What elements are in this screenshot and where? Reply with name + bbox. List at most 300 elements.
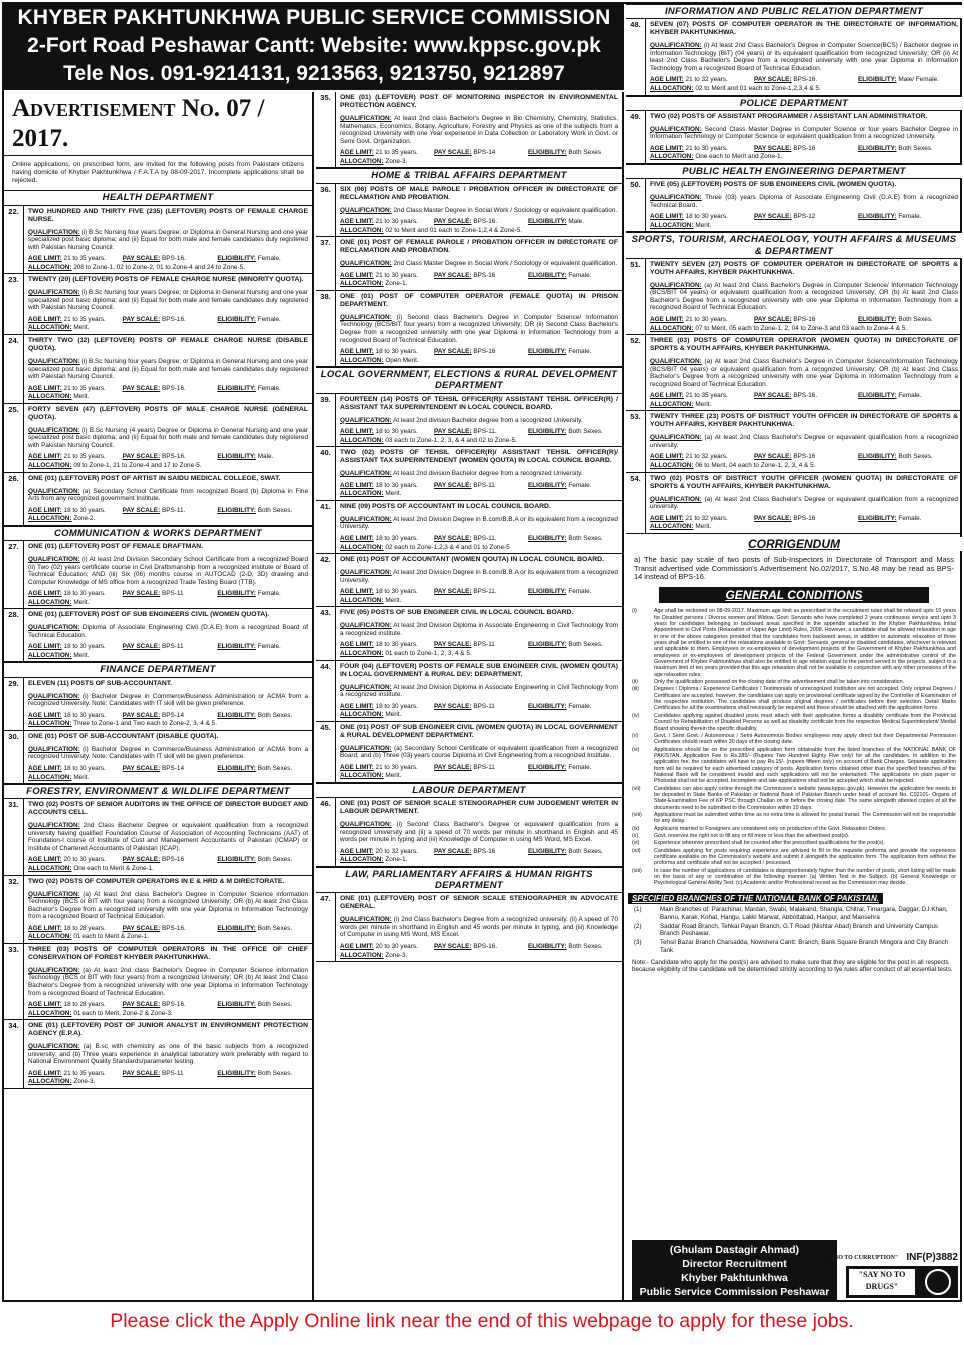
- pay-scale-value: BPS-12: [793, 213, 816, 221]
- phone-numbers: Tele Nos. 091-9214131, 9213563, 9213750, 9212897: [63, 62, 565, 85]
- pay-scale-value: BPS-11: [161, 1069, 184, 1077]
- pay-scale-value: BPS-11: [473, 763, 495, 771]
- qualification-label: QUALIFICATION:: [28, 966, 80, 974]
- pay-scale-value: BPS-16.: [161, 453, 186, 461]
- post-terms: [340, 703, 618, 711]
- qualification-text: At least 2nd Division Degree in B.com/B.B.A or its equivalent from a recognized University.: [340, 569, 618, 584]
- job-post: [4, 206, 312, 275]
- job-post: [316, 607, 622, 660]
- qualification-text: At least 2nd Division Diploma in Associate Engineering in Civil Technology from a recognized institute.: [340, 622, 618, 637]
- address-website: 2-Fort Road Peshawar Cantt: Website: www.kppsc.gov.pk: [27, 34, 601, 57]
- post-body: [336, 893, 622, 961]
- post-body: [336, 237, 622, 290]
- age-limit: [340, 428, 430, 436]
- eligibility-value: Both Sexes.: [257, 1069, 293, 1077]
- post-title: ONE (01) (LEFTOVER) POST OF JUNIOR ANALYST IN ENVIRONMENT PROTECTION AGENCY (E.P.A).: [28, 1022, 308, 1038]
- eligibility: [217, 925, 308, 933]
- pay-scale-label: PAY SCALE:: [434, 702, 472, 710]
- age-limit-value: 18 to 30 years.: [63, 506, 106, 514]
- eligibility-value: Both Sexes.: [898, 315, 933, 323]
- qualification-text: At least 2nd class Bachelor's Degree in Bio Chemistry, Chemistry, Statistics, Mathematics, Economics, Botany, Agriculture, Forestry and Physics as one of the subjects from a recognized University with one Year experience in Data Collection or Laboratory Work in Govt. or Semi Govt. Organization.: [340, 115, 618, 145]
- pay-scale-value: BPS-16: [161, 856, 185, 864]
- allocation: [340, 544, 618, 552]
- qualification: [28, 693, 308, 708]
- advertisement-sheet: [2, 2, 962, 1302]
- post-terms: [340, 482, 618, 490]
- department-heading: HOME & TRIBAL AFFAIRS DEPARTMENT: [316, 168, 622, 183]
- allocation-label: ALLOCATION:: [28, 598, 72, 606]
- age-limit: [340, 703, 430, 711]
- post-terms: [340, 428, 618, 436]
- allocation-value: Merit.: [695, 221, 712, 229]
- pay-scale: [123, 1001, 214, 1009]
- post-body: [336, 501, 622, 553]
- allocation-label: ALLOCATION:: [650, 84, 694, 92]
- post-title: TWO (02) POSTS OF TEHSIL OFFICER(R)/ ASSISTANT TEHSIL OFFICER(R)/ ASSISTANT TAX SUPERINTENDENT (WOMEN QOUTA) IN LOCAL COUNCIL BOARD.: [340, 449, 618, 465]
- pay-scale: [123, 255, 214, 263]
- post-terms: [28, 385, 308, 393]
- post-body: [336, 394, 622, 447]
- allocation-label: ALLOCATION:: [28, 720, 72, 728]
- eligibility: [217, 1070, 308, 1078]
- qualification: [28, 624, 308, 639]
- eligibility: [528, 272, 618, 280]
- allocation-label: ALLOCATION:: [28, 1078, 72, 1086]
- qualification-label: QUALIFICATION:: [340, 569, 392, 577]
- age-limit: [28, 507, 119, 515]
- qualification: [340, 569, 618, 584]
- qualification-label: QUALIFICATION:: [28, 555, 80, 563]
- age-limit-label: AGE LIMIT:: [340, 588, 374, 596]
- post-terms: [340, 764, 618, 772]
- age-limit-value: 18 to 30 years.: [375, 481, 418, 489]
- post-body: [24, 335, 312, 403]
- condition-item-number: (ix): [632, 825, 640, 832]
- qualification-text: Diploma of Associate Engineering Civil (D.A.E) from a recognized Board of Technical Education.: [28, 624, 308, 639]
- allocation: [28, 865, 308, 873]
- condition-item-text: Applications should be on the prescribed application form obtainable from the listed branches of the NATIONAL BANK OF PAKISTAN. Application Fee is Rs.285/- (Rupees Two Hundred Eighty Five only) for all the candidates. In addition to the application fee, the candidates will have to pay Rs.15/- (rupees fifteen only) on account of Bank Charges. Separate application form will be required for each advertised category of posts. Application forms obtained other than the specified branches of the National Bank will be considered invalid and such applications will not be entertained. The applications on plain paper or Photostat shall not be accepted. Incomplete and late applications shall not be accepted which shall be rejected.: [654, 746, 956, 785]
- post-title: NINE (09) POSTS OF ACCOUNTANT IN LOCAL COUNCIL BOARD.: [340, 502, 551, 510]
- condition-item-number: (vii): [632, 785, 641, 792]
- age-limit-label: AGE LIMIT:: [28, 384, 62, 392]
- post-terms: [28, 507, 308, 515]
- post-number: 35.: [316, 92, 336, 167]
- allocation-label: ALLOCATION:: [28, 1009, 72, 1017]
- allocation-label: ALLOCATION:: [340, 356, 384, 364]
- commission-header: [4, 4, 624, 90]
- job-post: [316, 554, 622, 607]
- allocation-label: ALLOCATION:: [650, 221, 694, 229]
- pay-scale-label: PAY SCALE:: [754, 315, 792, 323]
- pay-scale: [754, 76, 854, 84]
- pay-scale: [123, 765, 214, 773]
- age-limit: [650, 76, 750, 84]
- post-terms: [28, 590, 308, 598]
- allocation: [28, 515, 308, 523]
- allocation: [650, 153, 958, 161]
- qualification-text: (a) At least 2nd class Bachelor's Degree in Computer Science information Technology (BCS or BIT with four years) from a recognized University; OR (b) At least 2nd Class Bachelor's Degree from a recognized university with one year Diploma in Information Technology from a recognized Board of Technical Education.: [28, 890, 308, 921]
- allocation: [340, 772, 618, 780]
- left-column: [4, 92, 314, 1302]
- age-limit-value: 18 to 30 years.: [63, 643, 106, 651]
- bank-branch-item: [634, 906, 954, 921]
- condition-item-text: Candidates applying for posts requiring experience are advised to fill in the requisite proforma and provide the experience certificate available on the Commission's website and submit it alongwith the application form. The application form without the proforma and certificate shall not be accepted / processed.: [654, 847, 956, 867]
- pay-scale-label: PAY SCALE:: [434, 348, 472, 356]
- bank-branch-item-text: Main Branches of: Parachinar, Mardan, Swabi, Malakand, Shangla, Chitral, Timargara, Daggar, D.I.Khan, Bannu, Karak, Kohat, Hangu, Lakki Marwat, Abbottabad, Haripur, and Mansehra: [660, 906, 948, 921]
- post-terms: [340, 943, 618, 951]
- eligibility-label: ELIGIBILITY:: [528, 847, 567, 855]
- eligibility-label: ELIGIBILITY:: [858, 144, 897, 152]
- pay-scale-value: BPS-16.: [161, 924, 186, 932]
- eligibility-label: ELIGIBILITY:: [858, 453, 897, 461]
- commission-name: KHYBER PAKHTUNKHWA PUBLIC SERVICE COMMISSION: [17, 6, 611, 29]
- post-number: 36.: [316, 184, 336, 237]
- age-limit-label: AGE LIMIT:: [650, 76, 684, 84]
- qualification-text: (a) B.sc with chemistry as one of the basic subjects from a recognized university; and (b) Three years experience in analytical laboratory work preferably with regard to National Environment Quality Standards/parameter testing.: [28, 1043, 308, 1066]
- post-body: [336, 554, 622, 606]
- post-number: 39.: [316, 394, 336, 447]
- post-number: 22.: [4, 206, 24, 274]
- post-number: 48.: [626, 19, 646, 94]
- eligibility-label: ELIGIBILITY:: [217, 506, 256, 514]
- qualification: [28, 488, 308, 503]
- qualification-text: (i) 2nd Class Bachelor's Degree from a recognized university. (ii) A speed of 70 words per minute in shorthand in English and 45 words per minute in typing, and (iii) Knowledge of Computer in using MS Word, MS Excel.: [340, 916, 618, 939]
- qualification: [28, 289, 308, 312]
- allocation: [28, 1078, 308, 1086]
- bank-branches-list: [626, 906, 962, 954]
- allocation-value: Merit.: [73, 393, 90, 401]
- eligibility-value: Both Sexes.: [257, 764, 293, 772]
- age-limit: [28, 712, 119, 720]
- allocation-label: ALLOCATION:: [340, 951, 384, 959]
- pay-scale-value: BPS-11.: [161, 506, 186, 514]
- pay-scale-label: PAY SCALE:: [434, 641, 472, 649]
- right-post-list: [626, 4, 962, 534]
- post-body: [24, 473, 312, 525]
- allocation-label: ALLOCATION:: [340, 436, 384, 444]
- age-limit: [340, 641, 430, 649]
- allocation-value: Zone-1.: [385, 856, 408, 864]
- eligibility: [528, 641, 618, 649]
- allocation-label: ALLOCATION:: [340, 856, 384, 864]
- allocation: [28, 462, 308, 470]
- age-limit-label: AGE LIMIT:: [340, 535, 374, 543]
- eligibility-value: Both Sexes.: [898, 144, 933, 152]
- qualification-label: QUALIFICATION:: [340, 206, 392, 214]
- pay-scale: [123, 385, 214, 393]
- age-limit-value: 18 to 30 years.: [63, 590, 106, 598]
- allocation-value: Merit.: [695, 400, 712, 408]
- qualification-text: (a) At least 2nd Class Bachelor's Degree in Computer Science/ Information Technology (BCS/BIT 04 years) or equivalent qualification from a recognized University; OR (b) At least 2nd Class Bachelor's Degree from a recognized university with one year Diploma in Information Technology from a recognized Board of Technical Education.: [650, 281, 958, 312]
- age-limit-value: 21 to 35 years.: [63, 384, 106, 392]
- condition-item-text: Experience wherever prescribed shall be counted after the prescribed qualifications for the post(s).: [654, 840, 885, 847]
- pay-scale-label: PAY SCALE:: [434, 943, 472, 951]
- allocation-value: Merit.: [73, 324, 90, 332]
- allocation: [340, 856, 618, 864]
- allocation-label: ALLOCATION:: [28, 462, 72, 469]
- age-limit-label: AGE LIMIT:: [340, 481, 374, 489]
- post-title: ONE (01) POST OF COMPUTER OPERATOR (FEMALE QUOTA) IN PRISON DEPARTMENT.: [340, 292, 618, 308]
- age-limit-value: 18 to 30 years.: [375, 702, 418, 710]
- eligibility: [858, 145, 958, 153]
- condition-item-number: (iv): [632, 712, 640, 719]
- post-title: ONE (01) POST OF FEMALE PAROLE / PROBATION OFFICER IN DIRECTORATE OF RECLAMATION AND PROBATION.: [340, 239, 618, 255]
- job-post: [316, 394, 622, 448]
- qualification-text: (a) At least 2nd Class Bachelor's Degree or equivalent qualification from a recognized university.: [650, 434, 958, 449]
- qualification-text: 2nd Class Master Degree in Social Work / Sociology or equivalent qualification.: [393, 260, 618, 268]
- qualification: [650, 358, 958, 388]
- bank-branch-item: [634, 923, 954, 938]
- job-post: [4, 1020, 312, 1089]
- condition-item: [632, 826, 956, 832]
- post-body: [336, 291, 622, 366]
- apply-online-notice[interactable]: Please click the Apply Online link near the end of this webpage to apply for these jobs.: [110, 1310, 854, 1332]
- job-post: [4, 335, 312, 404]
- post-title: ONE (01) POST OF SUB-ACCOUNTANT (DISABLE QUOTA).: [28, 732, 219, 740]
- pay-scale: [434, 848, 524, 856]
- qualification-label: QUALIFICATION:: [340, 821, 392, 829]
- post-body: [646, 411, 962, 471]
- department-heading: FORESTRY, ENVIRONMENT & WILDLIFE DEPARTMENT: [4, 784, 312, 799]
- allocation-label: ALLOCATION:: [340, 280, 384, 288]
- pay-scale-value: BPS-16.: [161, 255, 186, 263]
- age-limit-value: 21 to 30 years.: [375, 763, 418, 771]
- post-title: TWO (02) POSTS OF SENIOR AUDITORS IN THE OFFICE OF DIRECTOR BUDGET AND ACCOUNTS CELL.: [28, 801, 308, 817]
- condition-item: [632, 733, 956, 746]
- age-limit-value: 20 to 32 years.: [375, 847, 418, 855]
- allocation-label: ALLOCATION:: [28, 515, 72, 523]
- eligibility: [528, 348, 618, 356]
- age-limit-label: AGE LIMIT:: [340, 763, 374, 771]
- condition-item-number: (viii): [632, 811, 642, 818]
- post-number: 47.: [316, 893, 336, 961]
- job-post: [4, 799, 312, 875]
- qualification-label: QUALIFICATION:: [340, 622, 392, 630]
- post-body: [24, 678, 312, 730]
- qualification-text: (a) At least 2nd class Bachelor's Degree in Computer Science information Technology (BCS or BIT with four years) from a recognized University; OR (b) At least 2nd Class Bachelor's Degree from a recognized university with one year Diploma in Information Technology from a recognized Board of Technical Education.: [28, 966, 308, 997]
- qualification-label: QUALIFICATION:: [650, 125, 702, 133]
- post-title: FOURTEEN (14) POSTS OF TEHSIL OFFICER(R)/ ASSISTANT TEHSIL OFFICER(R) / ASSISTANT TAX SUPERINTENDENT IN LOCAL COUNCIL BOARD.: [340, 395, 618, 411]
- eligibility-label: ELIGIBILITY:: [528, 943, 567, 951]
- eligibility-value: Both Sexes.: [568, 943, 603, 951]
- qualification-label: QUALIFICATION:: [340, 313, 392, 321]
- pay-scale: [434, 764, 524, 772]
- post-terms: [340, 218, 618, 226]
- eligibility-value: Female.: [257, 643, 281, 651]
- qualification: [340, 916, 618, 939]
- eligibility: [217, 316, 308, 324]
- qualification-label: QUALIFICATION:: [340, 515, 392, 523]
- qualification-label: QUALIFICATION:: [650, 42, 702, 50]
- age-limit-value: 21 to 32 years.: [685, 76, 728, 84]
- department-heading: FINANCE DEPARTMENT: [4, 662, 312, 677]
- post-title: THREE (03) POSTS OF COMPUTER OPERATOR (WOMEN QUOTA) IN DIRECTORATE OF SPORTS & YOUTH AFFAIRS, KHYBER PAKHTUNKHWA.: [650, 337, 958, 353]
- allocation-label: ALLOCATION:: [340, 772, 384, 780]
- pay-scale-value: BPS-11.: [473, 428, 497, 436]
- pay-scale-value: BPS-16: [473, 271, 496, 279]
- post-terms: [650, 515, 958, 523]
- post-body: [24, 731, 312, 783]
- post-number: 28.: [4, 609, 24, 661]
- condition-item-number: (x): [632, 833, 639, 839]
- signatory-name: (Ghulam Dastagir Ahmad): [669, 1244, 800, 1256]
- signatory-org-1: Khyber Pakhtunkhwa: [681, 1272, 788, 1284]
- qualification-text: (i) B.Sc Nursing four years Degree; or Diploma in General Nursing and one year specialized post basic diploma; and (ii) Equal for both male and female candidates duly registered with Pakistan Nursing Council.: [28, 358, 308, 381]
- eligibility-label: ELIGIBILITY:: [528, 763, 567, 771]
- allocation-value: One each to Merit and Zone-1.: [695, 153, 783, 161]
- age-limit-value: 20 to 30 years.: [375, 943, 418, 951]
- qualification-label: QUALIFICATION:: [28, 624, 80, 632]
- allocation-label: ALLOCATION:: [340, 596, 384, 604]
- post-title: TWENTY (20) (LEFTOVER) POSTS OF FEMALE CHARGE NURSE (MINORITY QUOTA).: [28, 276, 304, 284]
- post-title: SEVEN (07) POSTS OF COMPUTER OPERATOR IN THE DIRECTORATE OF INFORMATION, KHYBER PAKHTUNKHWA.: [650, 21, 958, 37]
- eligibility-label: ELIGIBILITY:: [528, 535, 567, 543]
- post-title: TWO HUNDRED AND THIRTY FIVE (235) (LEFTOVER) POSTS OF FEMALE CHARGE NURSE.: [28, 207, 308, 223]
- pay-scale: [754, 145, 854, 153]
- eligibility-value: Male/ Female.: [898, 76, 939, 84]
- age-limit-label: AGE LIMIT:: [340, 149, 374, 157]
- post-terms: [28, 1001, 308, 1009]
- eligibility: [528, 703, 618, 711]
- allocation-value: 01 each to Merit, Zone-2 & Zone-3.: [73, 1009, 173, 1017]
- post-number: 42.: [316, 554, 336, 606]
- post-terms: [650, 145, 958, 153]
- advertisement-title: Advertisement No. 07 / 2017.: [4, 92, 312, 156]
- post-terms: [28, 712, 308, 720]
- condition-item: [632, 608, 956, 678]
- allocation-value: 02 to Merit and 01 each to Zone-1,2,3,4 & 5.: [695, 84, 821, 92]
- eligibility-label: ELIGIBILITY:: [217, 1001, 256, 1009]
- pay-scale-label: PAY SCALE:: [122, 255, 161, 263]
- age-limit-label: AGE LIMIT:: [340, 271, 374, 279]
- qualification-text: 2nd Class Master Degree in Social Work / Sociology or equivalent qualification.: [393, 206, 618, 214]
- age-limit: [28, 1001, 119, 1009]
- signatory-designation: Director Recruitment: [682, 1258, 787, 1270]
- qualification-label: QUALIFICATION:: [28, 487, 80, 495]
- qualification-text: (i) Second class Bachelor's Degree in Computer Science/ Information Technology (BCS/BIT four years) from a recognized University; OR (ii) Second Class Bachelor's Degree from a recognized university with one year Diploma in Information Technology from a recognized Board of Technical Education.: [340, 313, 618, 344]
- post-body: [24, 1020, 312, 1088]
- job-post: [626, 411, 962, 472]
- allocation-label: ALLOCATION:: [340, 711, 384, 719]
- eligibility: [858, 515, 958, 523]
- qualification-label: QUALIFICATION:: [28, 692, 80, 700]
- post-body: [336, 92, 622, 167]
- eligibility-value: Both Sexes.: [257, 711, 293, 719]
- allocation: [650, 462, 958, 470]
- qualification: [650, 126, 958, 141]
- job-post: [4, 609, 312, 662]
- qualification: [340, 314, 618, 344]
- post-title: ELEVEN (11) POSTS OF SUB-ACCOUNTANT.: [28, 679, 173, 687]
- eligibility: [217, 856, 308, 864]
- condition-item-number: (v): [632, 732, 639, 739]
- age-limit: [650, 316, 750, 324]
- pay-scale: [434, 943, 524, 951]
- pay-scale: [123, 856, 214, 864]
- age-limit: [28, 453, 119, 461]
- pay-scale: [754, 316, 854, 324]
- qualification: [340, 115, 618, 145]
- age-limit: [340, 482, 430, 490]
- post-body: [336, 798, 622, 866]
- allocation-value: Merit.: [385, 711, 402, 719]
- pay-scale: [434, 149, 524, 157]
- post-title: ONE (01) POST OF SENIOR SCALE STENOGRAPHER CUM JUDGEMENT WRITER IN LABOUR DEPARTMENT.: [340, 800, 618, 816]
- post-title: ONE (01) POST OF ACCOUNTANT (WOMEN QOUTA) IN LOCAL COUNCIL BOARD.: [340, 556, 604, 564]
- allocation-value: Zone-3.: [385, 951, 408, 959]
- age-limit: [28, 856, 119, 864]
- post-number: 37.: [316, 237, 336, 290]
- age-limit: [340, 588, 430, 596]
- qualification: [650, 282, 958, 312]
- qualification: [340, 260, 618, 268]
- job-post: [626, 179, 962, 232]
- allocation: [650, 401, 958, 409]
- qualification-label: QUALIFICATION:: [28, 426, 80, 434]
- job-post: [4, 473, 312, 526]
- condition-item: [632, 812, 956, 825]
- eligibility-label: ELIGIBILITY:: [217, 315, 256, 323]
- eligibility-label: ELIGIBILITY:: [858, 392, 897, 400]
- age-limit: [340, 535, 430, 543]
- eligibility-label: ELIGIBILITY:: [217, 590, 256, 598]
- allocation-value: Merit.: [385, 772, 402, 780]
- pay-scale-value: BPS-16.: [161, 315, 186, 323]
- post-number: 44.: [316, 661, 336, 721]
- corrigendum-heading: CORRIGENDUM: [626, 537, 962, 551]
- qualification: [340, 417, 618, 425]
- job-post: [4, 274, 312, 335]
- qualification-label: QUALIFICATION:: [340, 115, 392, 123]
- job-post: [316, 893, 622, 962]
- pay-scale-value: BPS-11.: [473, 535, 497, 543]
- qualification-text: Three (03) years Diploma of Associate Engineering Civil (D.A.E) from a recognized Technical Board.: [650, 194, 958, 209]
- post-body: [24, 609, 312, 661]
- post-number: 40.: [316, 447, 336, 500]
- allocation-value: 07 to Merit, 05 each to Zone-1, 2, 04 to Zone-3 and 03 each to Zone-4 & 5.: [695, 324, 908, 332]
- pay-scale-label: PAY SCALE:: [754, 514, 792, 522]
- post-number: 51.: [626, 259, 646, 334]
- eligibility: [217, 590, 308, 598]
- job-post: [626, 335, 962, 411]
- age-limit-value: 20 to 30 years.: [63, 856, 106, 864]
- pay-scale-label: PAY SCALE:: [434, 218, 472, 226]
- eligibility-value: Female.: [257, 384, 281, 392]
- eligibility-label: ELIGIBILITY:: [858, 76, 897, 84]
- age-limit-label: AGE LIMIT:: [28, 255, 62, 263]
- pay-scale-value: BPS-16: [473, 348, 496, 356]
- pay-scale-value: BPS-11: [473, 481, 495, 489]
- qualification-text: (i) Second Class Bachelor's Degree or equivalent qualification from a recognized University and (ii) a speed of 70 words per minute in shorthand in English and 45 words per minute in typing and (iii) Knowledge of Computer in using MS Word, MS Excel.: [340, 821, 618, 844]
- middle-post-list: [316, 92, 622, 962]
- qualification: [28, 1043, 308, 1066]
- allocation: [28, 324, 308, 332]
- allocation-label: ALLOCATION:: [340, 226, 384, 234]
- post-title: TWENTY THREE (23) POSTS OF DISTRICT YOUTH OFFICER IN DIRECTORATE OF SPORTS & YOUTH AFFAIRS, KHYBER PAKHTUNKHWA.: [650, 413, 958, 429]
- post-terms: [340, 848, 618, 856]
- post-number: 26.: [4, 473, 24, 525]
- age-limit-label: AGE LIMIT:: [28, 1069, 62, 1077]
- post-terms: [28, 316, 308, 324]
- post-title: ONE (01) (LEFTOVER) POST OF SENIOR SCALE STENOGRAPHER IN ADVOCATE GENERAL.: [340, 895, 618, 911]
- age-limit-label: AGE LIMIT:: [340, 348, 374, 356]
- post-title: TWO (02) POSTS OF DISTRICT YOUTH OFFICER (WOMEN QUOTA) IN DIRECTORATE OF SPORTS & YOUTH AFFAIRS, KHYBER PAKHTUNKHWA.: [650, 474, 958, 490]
- pay-scale-label: PAY SCALE:: [122, 590, 161, 598]
- eligibility: [858, 392, 958, 400]
- pay-scale: [434, 428, 524, 436]
- post-terms: [28, 925, 308, 933]
- eligibility: [217, 255, 308, 263]
